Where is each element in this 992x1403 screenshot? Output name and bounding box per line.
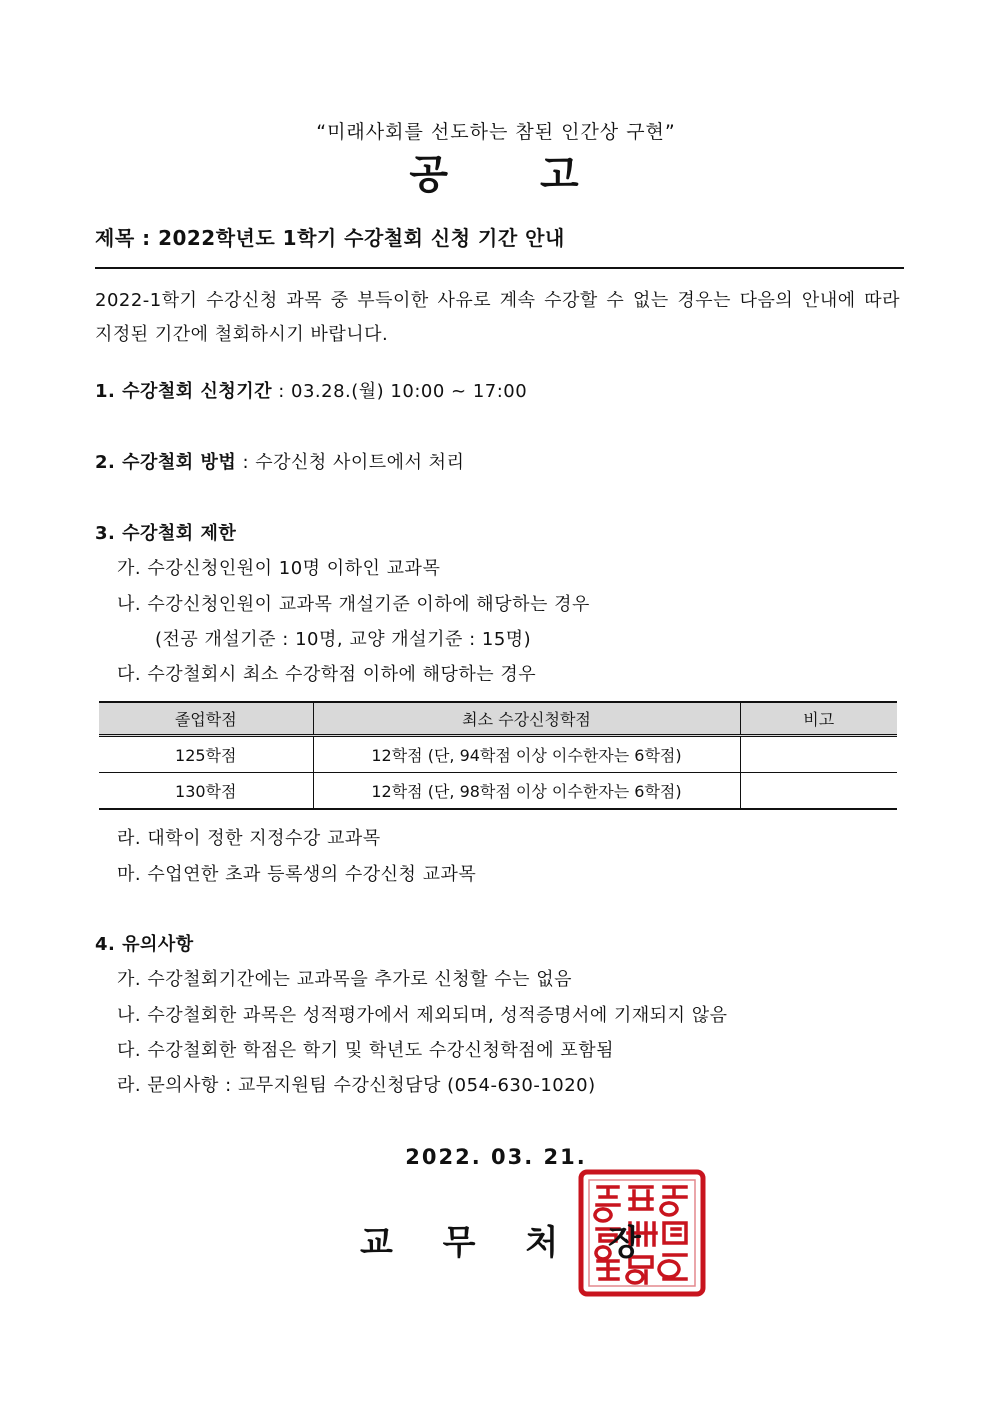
section-2-value: : 수강신청 사이트에서 처리	[236, 452, 465, 473]
table-cell	[740, 736, 897, 773]
section-4-item: 라. 문의사항 : 교무지원팀 수강신청담당 (054-630-1020)	[117, 1075, 596, 1096]
notice-date: 2022. 03. 21.	[405, 1145, 587, 1169]
table-row	[99, 736, 897, 773]
section-3-item: 나. 수강신청인원이 교과목 개설기준 이하에 해당하는 경우	[117, 594, 590, 615]
table-header-cell: 최소 수강신청학점	[313, 702, 740, 736]
section-4-item: 다. 수강철회한 학점은 학기 및 학년도 수강신청학점에 포함됨	[117, 1040, 614, 1061]
intro-paragraph: 2022-1학기 수강신청 과목 중 부득이한 사유로 계속 수강할 수 없는 경우는 다음의 안내에 따라 지정된 기간에 철회하시기 바랍니다.	[95, 290, 900, 345]
issuer-name: 교 무 처 장	[360, 1223, 643, 1263]
section-2-label: 2. 수강철회 방법	[95, 452, 237, 473]
section-1	[95, 377, 527, 403]
table-cell: 12학점 (단, 94학점 이상 이수한자는 6학점)	[313, 736, 740, 773]
section-3-item-note: (전공 개설기준 : 10명, 교양 개설기준 : 15명)	[155, 629, 532, 650]
section-3-item: 마. 수업연한 초과 등록생의 수강신청 교과목	[117, 864, 477, 885]
credit-table	[99, 701, 897, 810]
table-cell: 130학점	[99, 773, 313, 810]
table-cell: 125학점	[99, 736, 313, 773]
section-3-heading: 3. 수강철회 제한	[95, 523, 237, 544]
section-1-value: : 03.28.(월) 10:00 ~ 17:00	[272, 381, 528, 402]
page-title: 공 고	[409, 152, 583, 198]
section-3-item: 다. 수강철회시 최소 수강학점 이하에 해당하는 경우	[117, 664, 537, 685]
divider	[95, 267, 904, 269]
table-cell	[740, 773, 897, 810]
section-3-item: 라. 대학이 정한 지정수강 교과목	[117, 828, 381, 849]
table-row	[99, 773, 897, 810]
section-1-label: 1. 수강철회 신청기간	[95, 381, 272, 402]
section-4-heading: 4. 유의사항	[95, 934, 194, 955]
table-header-cell: 비고	[740, 702, 897, 736]
table-cell: 12학점 (단, 98학점 이상 이수한자는 6학점)	[313, 773, 740, 810]
table-header-row	[99, 702, 897, 736]
section-4-item: 가. 수강철회기간에는 교과목을 추가로 신청할 수는 없음	[117, 969, 572, 990]
section-2	[95, 448, 464, 474]
section-4-item: 나. 수강철회한 과목은 성적평가에서 제외되며, 성적증명서에 기재되지 않음	[117, 1005, 728, 1026]
slogan: “미래사회를 선도하는 참된 인간상 구현”	[316, 121, 676, 143]
notice-subject: 제목 : 2022학년도 1학기 수강철회 신청 기간 안내	[95, 226, 565, 250]
table-header-cell: 졸업학점	[99, 702, 313, 736]
section-3-item: 가. 수강신청인원이 10명 이하인 교과목	[117, 558, 441, 579]
